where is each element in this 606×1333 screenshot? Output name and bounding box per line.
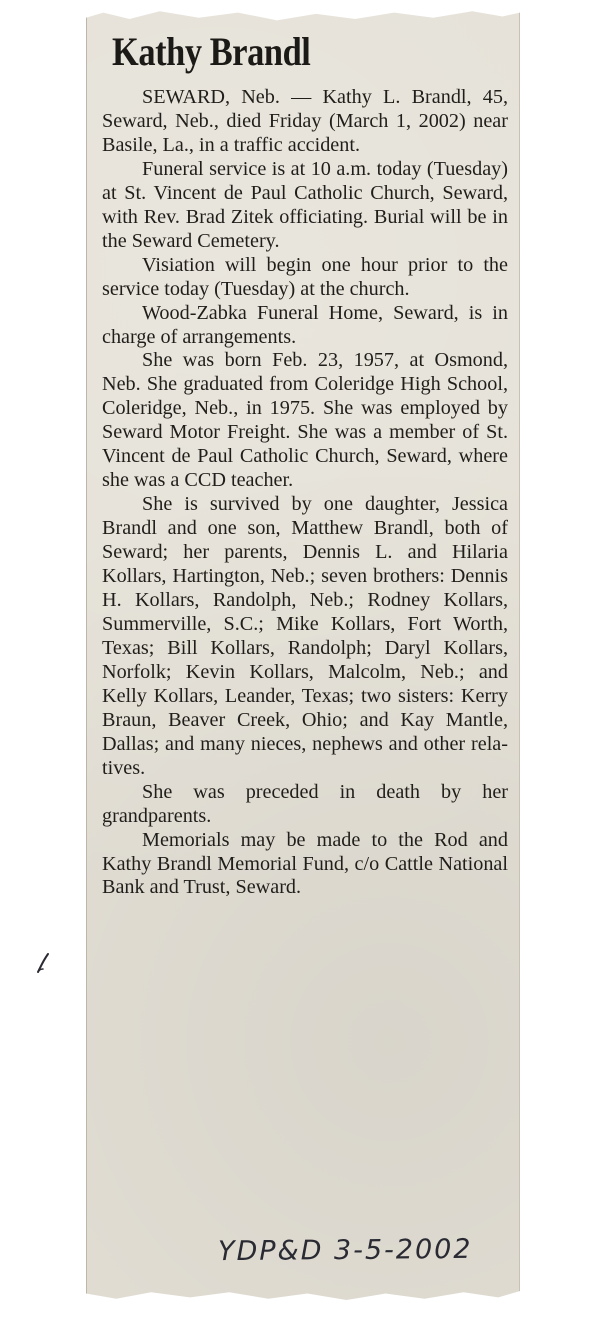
paragraph-preceded: She was preceded in death by her grandparents. [102, 780, 508, 827]
paragraph-memorials: Memorials may be made to the Rod and Kathy Brandl Memorial Fund, c/o Cattle National Bank and Trust, Seward. [102, 828, 508, 899]
handwritten-date-note: YDP&D 3-5-2002 [217, 1233, 473, 1268]
paragraph-survivors: She is survived by one daughter, Jessica Brandl and one son, Matthew Brandl, both of Seward; her parents, Dennis L. and Hilaria Kollars, Hartington, Neb.; seven brothers: Dennis H. Kollars, Randolph, Neb.; Rodney Kollars, Summerville, S.C.; Mike Kollars, Fort Worth, Texas; Bill Kollars, Randolph; Daryl Kollars, Norfolk; Kevin Kollars, Malcolm, Neb.; and Kelly Kollars, Leander, Texas; two sisters: Kerry Braun, Beaver Creek, Ohio; and Kay Mantle, Dallas; and many nieces, nephews and other relatives. [102, 493, 508, 779]
paragraph-funeral-service: Funeral service is at 10 a.m. today (Tuesday) at St. Vincent de Paul Catholic Church, Seward, with Rev. Brad Zitek officiating. Burial will be in the Seward Cemetery. [102, 157, 508, 252]
paragraph-biography: She was born Feb. 23, 1957, at Osmond, Neb. She graduated from Coleridge High School, Coleridge, Neb., in 1975. She was employed by Seward Motor Freight. She was a member of St. Vincent de Paul Catholic Church, Seward, where she was a CCD teacher. [102, 349, 508, 492]
paragraph-visitation: Visiation will begin one hour prior to the service today (Tuesday) at the church. [102, 253, 508, 300]
obituary-body [102, 86, 508, 900]
paragraph-funeral-home: Wood-Zabka Funeral Home, Seward, is in charge of arrangements. [102, 301, 508, 348]
paragraph-death-notice: SEWARD, Neb. — Kathy L. Brandl, 45, Seward, Neb., died Friday (March 1, 2002) near Basile, La., in a traffic accident. [102, 86, 508, 156]
pen-mark-icon [36, 952, 50, 974]
obituary-headline: Kathy Brandl [112, 29, 311, 74]
